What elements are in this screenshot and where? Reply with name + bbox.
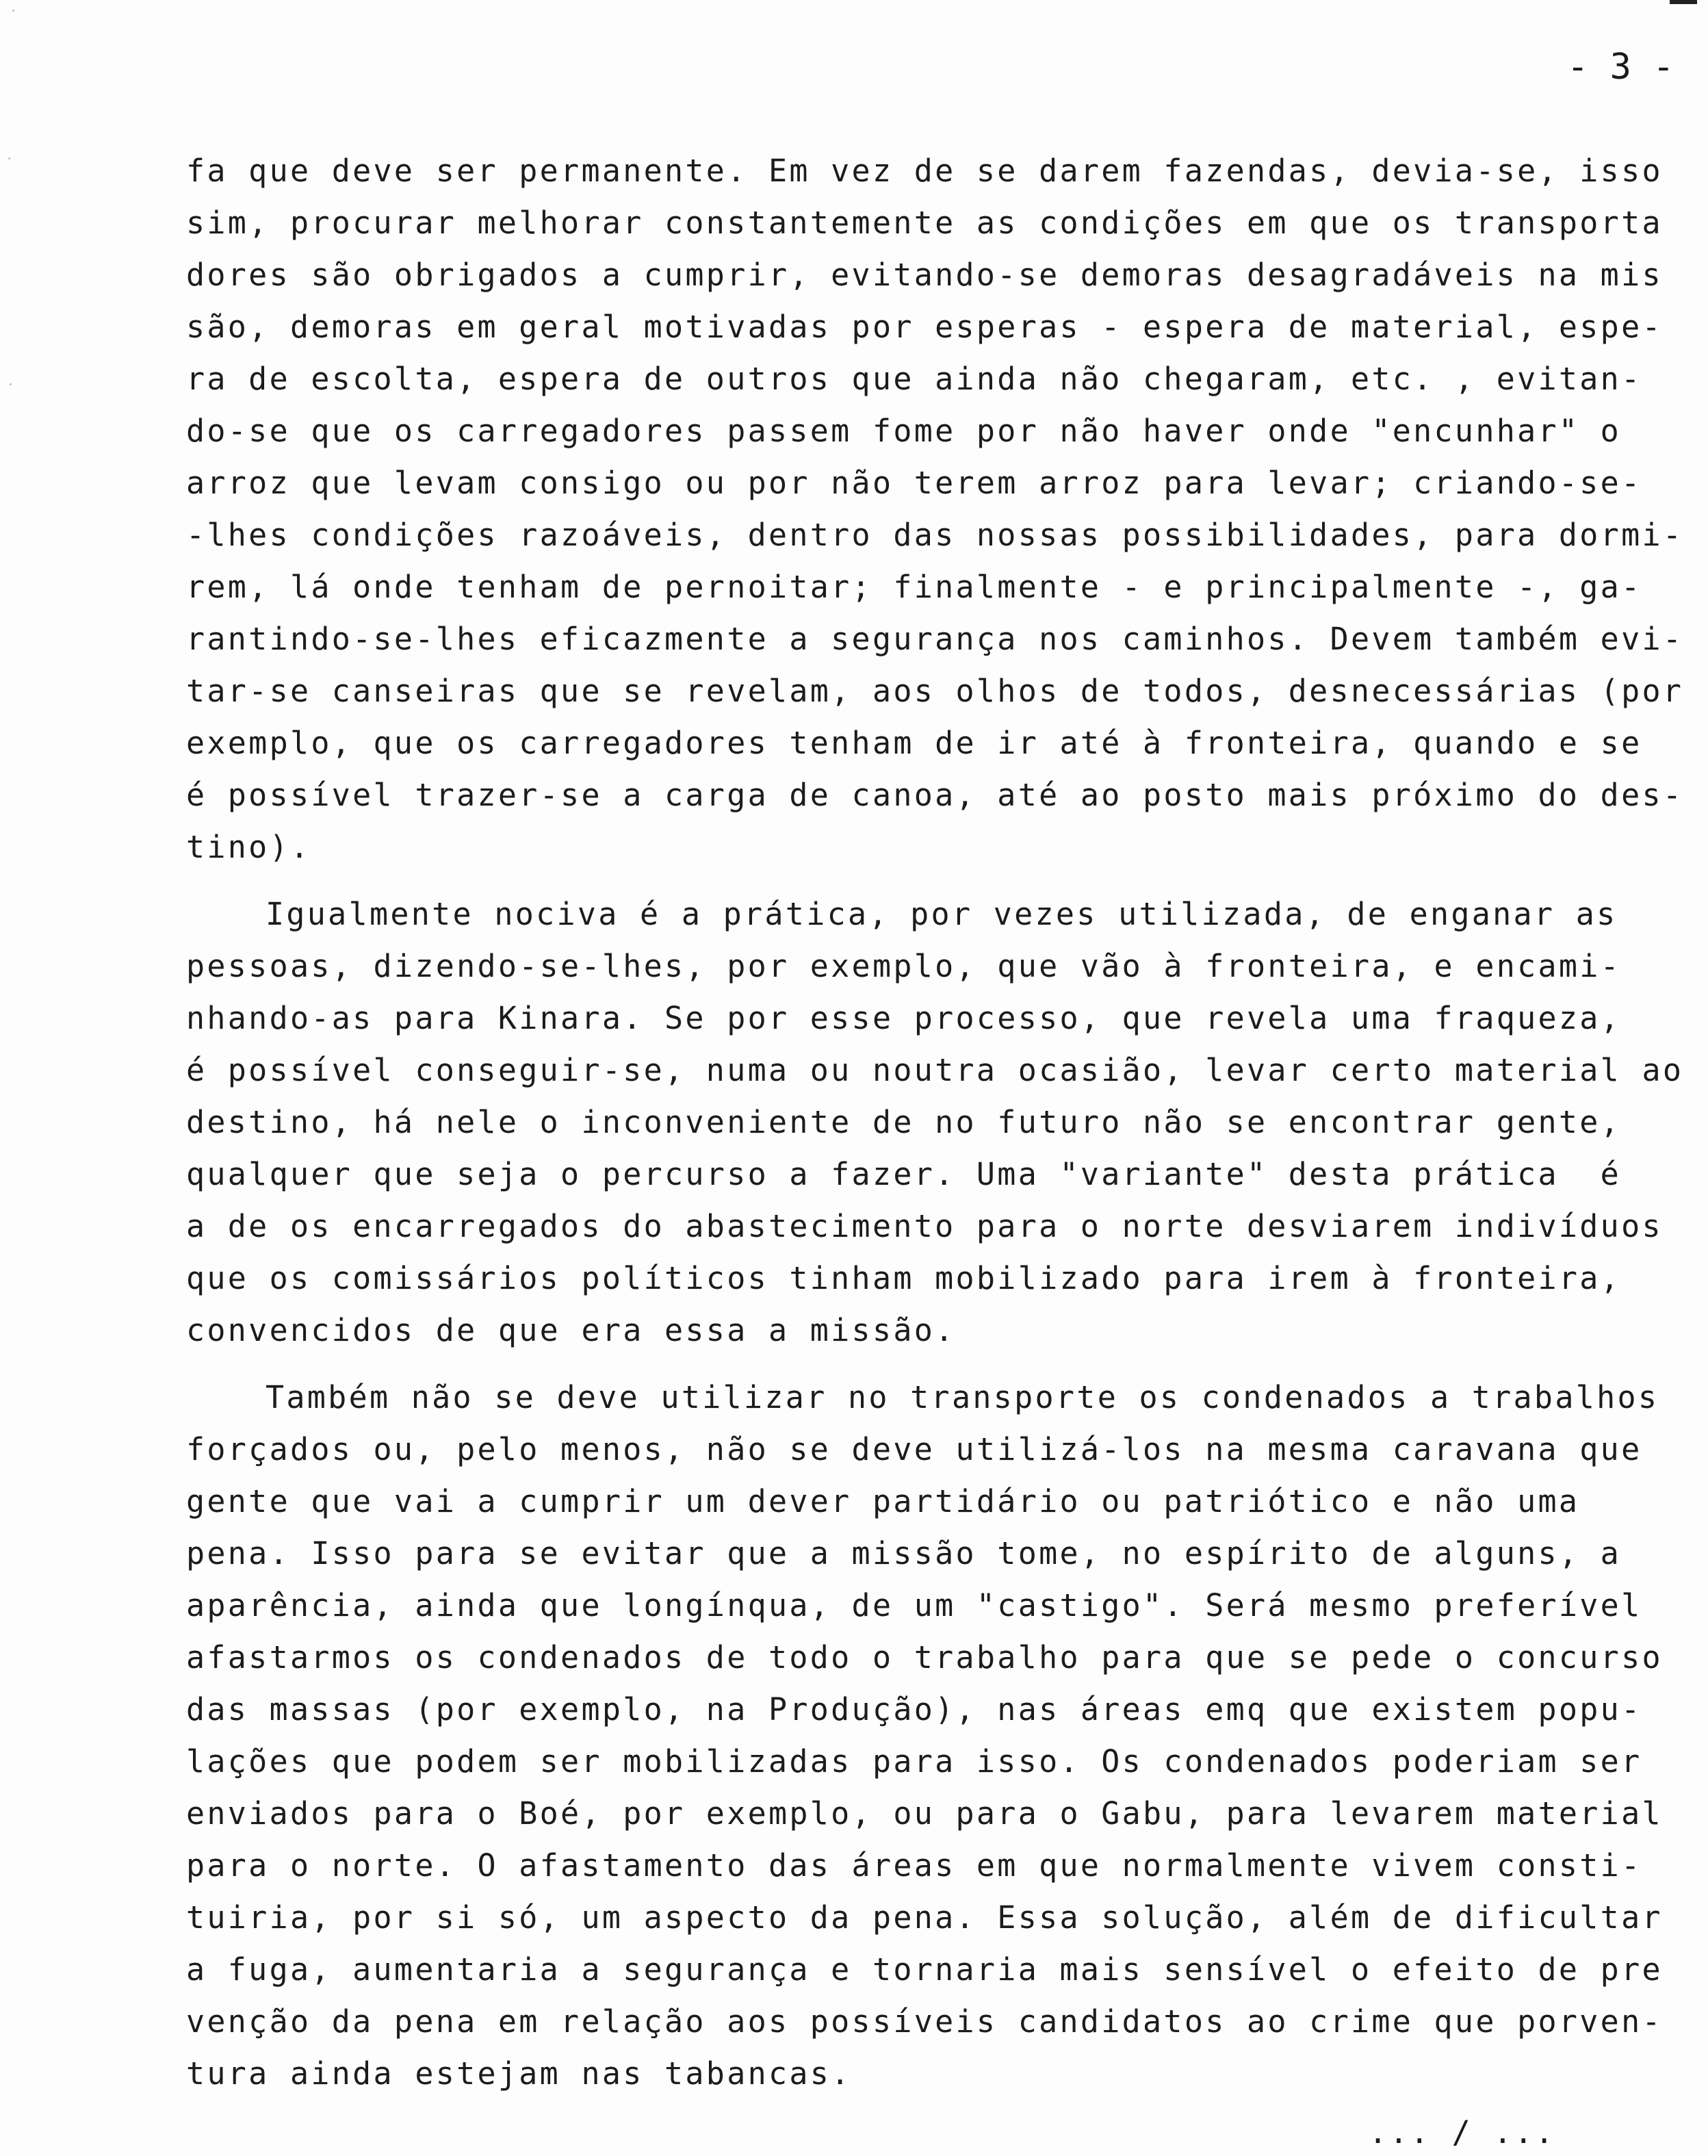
text-line: pessoas, dizendo-se-lhes, por exemplo, que vão à fronteira, e encami- xyxy=(186,948,1622,984)
text-line: Também não se deve utilizar no transporte os condenados a trabalhos xyxy=(266,1379,1659,1415)
text-line: destino, há nele o inconveniente de no futuro não se encontrar gente, xyxy=(186,1104,1622,1140)
margin-speck xyxy=(10,383,12,385)
text-line: nhando-as para Kinara. Se por esse processo, que revela uma fraqueza, xyxy=(186,1000,1622,1036)
text-line: arroz que levam consigo ou por não terem arroz para levar; criando-se- xyxy=(186,465,1642,501)
text-line: gente que vai a cumprir um dever partidário ou patriótico e não uma xyxy=(186,1483,1580,1519)
text-line: qualquer que seja o percurso a fazer. Uma "variante" desta prática é xyxy=(186,1156,1622,1192)
text-line: são, demoras em geral motivadas por esperas - espera de material, espe- xyxy=(186,309,1663,345)
text-line: é possível trazer-se a carga de canoa, até ao posto mais próximo do des- xyxy=(186,777,1684,813)
margin-speck xyxy=(12,10,14,12)
text-line: forçados ou, pelo menos, não se deve utilizá-los na mesma caravana que xyxy=(186,1431,1642,1467)
text-line: para o norte. O afastamento das áreas em que normalmente vivem consti- xyxy=(186,1847,1642,1884)
text-line: tuiria, por si só, um aspecto da pena. Essa solução, além de dificultar xyxy=(186,1899,1663,1936)
text-line: -lhes condições razoáveis, dentro das nossas possibilidades, para dormi- xyxy=(186,517,1684,553)
text-line: tino). xyxy=(186,829,311,865)
text-line: ra de escolta, espera de outros que ainda não chegaram, etc. , evitan- xyxy=(186,361,1642,397)
text-line: enviados para o Boé, por exemplo, ou para o Gabu, para levarem material xyxy=(186,1795,1663,1832)
text-line: sim, procurar melhorar constantemente as condições em que os transporta xyxy=(186,205,1663,241)
text-line: a de os encarregados do abastecimento para o norte desviarem indivíduos xyxy=(186,1208,1663,1244)
text-line: tar-se canseiras que se revelam, aos olhos de todos, desnecessárias (por xyxy=(186,673,1684,709)
text-line: pena. Isso para se evitar que a missão tome, no espírito de alguns, a xyxy=(186,1535,1622,1571)
margin-speck xyxy=(8,157,10,159)
text-line: venção da pena em relação aos possíveis candidatos ao crime que porven- xyxy=(186,2003,1663,2040)
text-line: que os comissários políticos tinham mobilizado para irem à fronteira, xyxy=(186,1260,1622,1296)
corner-mark xyxy=(1670,0,1697,4)
text-line: exemplo, que os carregadores tenham de ir até à fronteira, quando e se xyxy=(186,725,1642,761)
text-line: dores são obrigados a cumprir, evitando-se demoras desagradáveis na mis xyxy=(186,257,1663,293)
continuation-mark: ... / ... xyxy=(1369,2114,1556,2151)
text-line: a fuga, aumentaria a segurança e tornaria mais sensível o efeito de pre xyxy=(186,1951,1663,1988)
text-line: aparência, ainda que longínqua, de um "castigo". Será mesmo preferível xyxy=(186,1587,1642,1624)
text-line: das massas (por exemplo, na Produção), nas áreas emq que existem popu- xyxy=(186,1691,1642,1728)
text-line: fa que deve ser permanente. Em vez de se darem fazendas, devia-se, isso xyxy=(186,153,1663,189)
text-line: rantindo-se-lhes eficazmente a segurança nos caminhos. Devem também evi- xyxy=(186,621,1684,657)
page-number: - 3 - xyxy=(1567,47,1674,88)
text-line: Igualmente nociva é a prática, por vezes utilizada, de enganar as xyxy=(266,896,1618,932)
text-line: lações que podem ser mobilizadas para isso. Os condenados poderiam ser xyxy=(186,1743,1642,1780)
text-line: do-se que os carregadores passem fome por não haver onde "encunhar" o xyxy=(186,413,1622,449)
text-line: afastarmos os condenados de todo o trabalho para que se pede o concurso xyxy=(186,1639,1663,1676)
text-line: rem, lá onde tenham de pernoitar; finalmente - e principalmente -, ga- xyxy=(186,569,1642,605)
text-line: tura ainda estejam nas tabancas. xyxy=(186,2055,852,2092)
text-line: convencidos de que era essa a missão. xyxy=(186,1312,956,1348)
text-line: é possível conseguir-se, numa ou noutra ocasião, levar certo material ao xyxy=(186,1052,1684,1088)
